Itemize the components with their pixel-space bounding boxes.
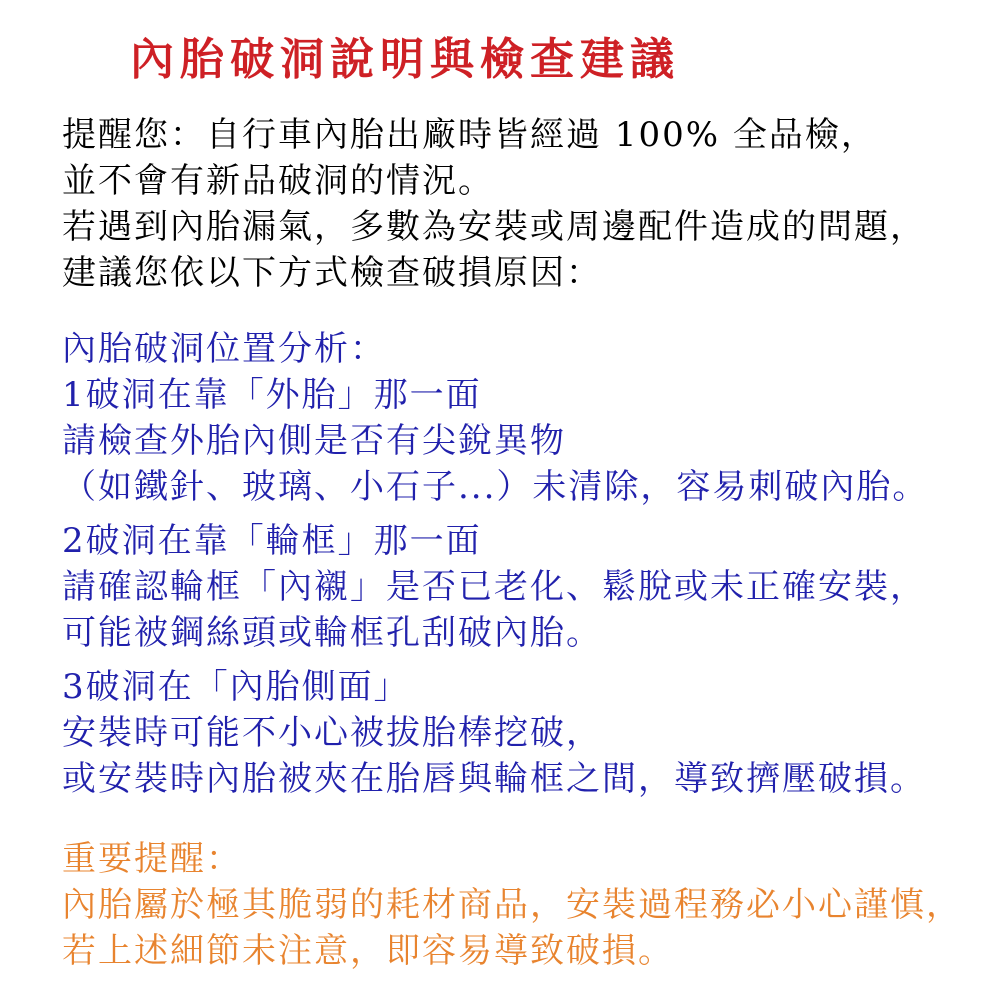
analysis-item-2-line-2: 請確認輪框「內襯」是否已老化、鬆脫或未正確安裝， <box>62 567 926 607</box>
analysis-heading: 內胎破洞位置分析： <box>62 329 386 369</box>
analysis-item-1-line-1: 1破洞在靠「外胎」那一面 <box>62 375 482 415</box>
intro-line-1: 提醒您：自行車內胎出廠時皆經過 100% 全品檢， <box>62 115 877 155</box>
analysis-item-3-line-3: 或安裝時內胎被夾在胎唇與輪框之間，導致擠壓破損。 <box>62 759 926 799</box>
warning-line-2: 若上述細節未注意，即容易導致破損。 <box>62 931 674 971</box>
analysis-item-2-line-3: 可能被鋼絲頭或輪框孔刮破內胎。 <box>62 613 602 653</box>
analysis-section <box>62 326 980 802</box>
analysis-item-3-line-2: 安裝時可能不小心被拔胎棒挖破， <box>62 713 602 753</box>
warning-heading: 重要提醒： <box>62 839 242 879</box>
page-title: 內胎破洞說明與檢查建議 <box>130 34 680 85</box>
analysis-item-1 <box>62 372 980 510</box>
intro-paragraph <box>62 112 980 296</box>
analysis-item-3-line-1: 3破洞在「內胎側面」 <box>62 667 410 707</box>
analysis-item-1-line-3: （如鐵針、玻璃、小石子...）未清除，容易刺破內胎。 <box>62 467 929 507</box>
intro-line-4: 建議您依以下方式檢查破損原因： <box>62 253 602 293</box>
analysis-item-2-line-1: 2破洞在靠「輪框」那一面 <box>62 521 482 561</box>
analysis-item-1-line-2: 請檢查外胎內側是否有尖銳異物 <box>62 421 566 461</box>
analysis-item-3 <box>62 664 980 802</box>
intro-line-3: 若遇到內胎漏氣，多數為安裝或周邊配件造成的問題， <box>62 207 926 247</box>
warning-section <box>62 836 980 974</box>
intro-line-2: 並不會有新品破洞的情況。 <box>62 161 494 201</box>
document-body <box>0 112 1000 974</box>
warning-line-1: 內胎屬於極其脆弱的耗材商品，安裝過程務必小心謹慎， <box>62 885 962 925</box>
analysis-item-2 <box>62 518 980 656</box>
